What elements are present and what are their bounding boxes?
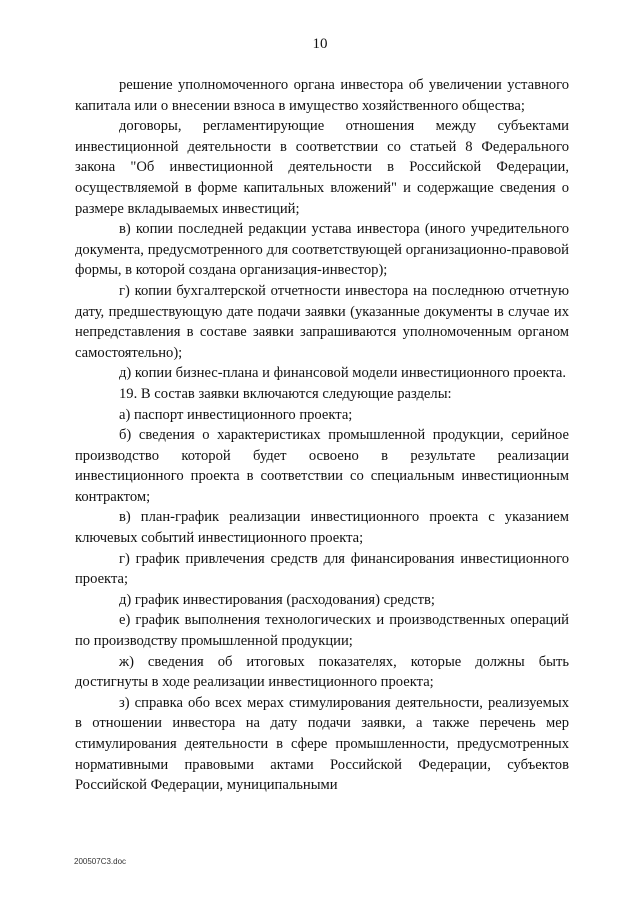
list-item-product-characteristics: б) сведения о характеристиках промышленной продукции, серийное производство которой будет освоено в результате реализации инвестиционного проекта в соответствии со специальным инвестиционным контрактом; bbox=[75, 427, 569, 505]
paragraph-section-19-heading: 19. В состав заявки включаются следующие разделы: bbox=[119, 385, 452, 402]
list-item-project-passport: а) паспорт инвестиционного проекта; bbox=[119, 406, 353, 423]
document-body bbox=[75, 75, 569, 796]
list-item-funding-schedule: г) график привлечения средств для финансирования инвестиционного проекта; bbox=[75, 550, 569, 588]
list-item-incentive-measures: з) справка обо всех мерах стимулирования деятельности, реализуемых в отношении инвестора на дату подачи заявки, а также перечень мер стимулирования деятельности в сфере промышленности, предусмотренных нормативными правовыми актами Российской Федерации, субъектов Российской Федерации, муниципальными bbox=[75, 694, 569, 794]
list-item-investment-schedule: д) график инвестирования (расходования) средств; bbox=[119, 591, 435, 608]
paragraph-accounting-copies: г) копии бухгалтерской отчетности инвестора на последнюю отчетную дату, предшествующую дате подачи заявки (указанные документы в случае их непредставления в составе заявки запрашиваются уполномоченным органом самостоятельно); bbox=[75, 282, 569, 361]
page-number: 10 bbox=[312, 36, 328, 52]
footer-document-code: 200507C3.doc bbox=[74, 857, 127, 866]
paragraph-contracts: договоры, регламентирующие отношения между субъектами инвестиционной деятельности в соответствии со статьей 8 Федерального закона "Об инвестиционной деятельности в Российской Федерации, осуществляемой в форме капитальных вложений" и содержащие сведения о размере вкладываемых инвестиций; bbox=[75, 118, 569, 217]
list-item-implementation-schedule: в) план-график реализации инвестиционного проекта с указанием ключевых событий инвестиционного проекта; bbox=[75, 509, 569, 547]
paragraph-charter-copies: в) копии последней редакции устава инвестора (иного учредительного документа, предусмотренного для соответствующей организационно-правовой формы, в которой создана организация-инвестор); bbox=[75, 221, 569, 279]
list-item-operations-schedule: е) график выполнения технологических и производственных операций по производству промышленной продукции; bbox=[75, 612, 569, 650]
paragraph-decision-authorized-body: решение уполномоченного органа инвестора об увеличении уставного капитала или о внесении взноса в имущество хозяйственного общества; bbox=[75, 77, 569, 114]
paragraph-business-plan-copies: д) копии бизнес-плана и финансовой модели инвестиционного проекта. bbox=[119, 365, 567, 382]
list-item-final-indicators: ж) сведения об итоговых показателях, которые должны быть достигнуты в ходе реализации инвестиционного проекта; bbox=[75, 653, 569, 691]
